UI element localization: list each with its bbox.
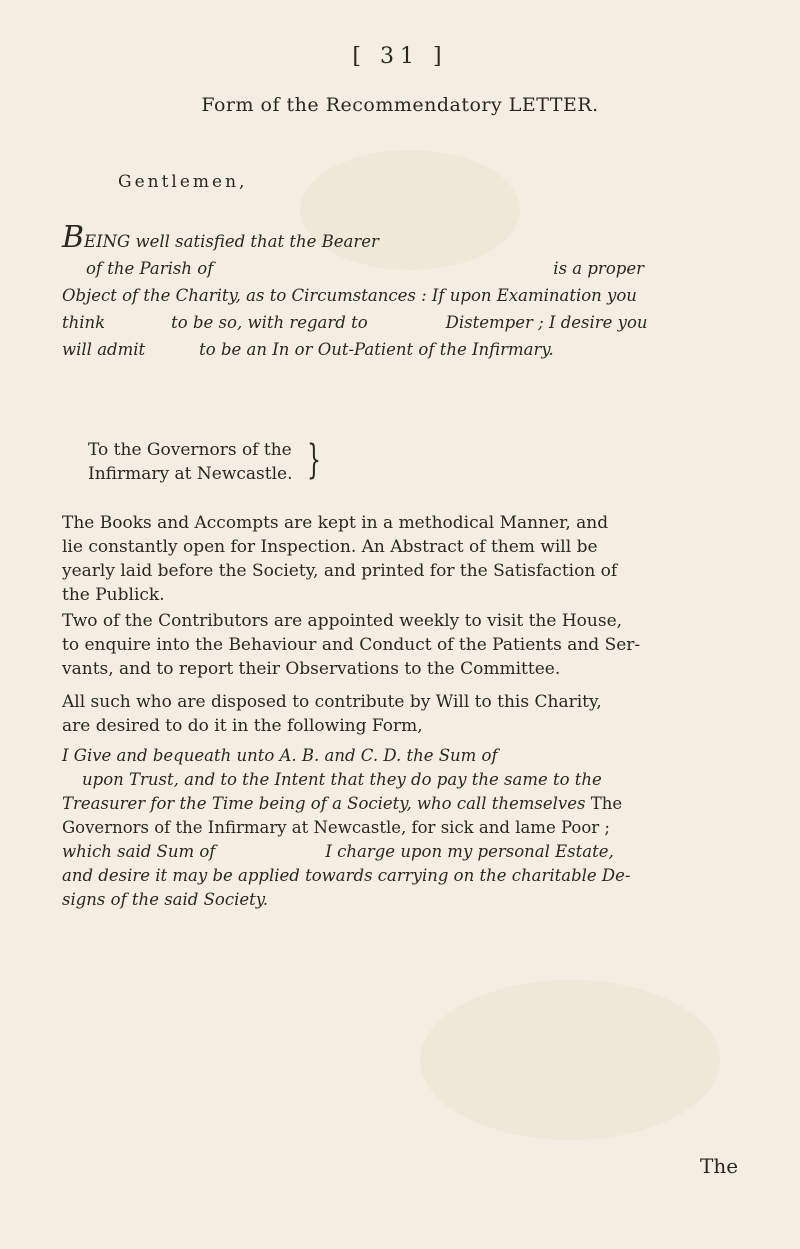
bequest-line: I Give and bequeath unto A. B. and C. D. the Sum of [62,746,498,765]
paper-stain [420,980,720,1140]
page-number: [ 31 ] [352,44,448,69]
bequest-line: and desire it may be applied towards carrying on the charitable De- [62,866,631,885]
text-line: to enquire into the Behaviour and Conduct of the Patients and Ser- [62,635,641,655]
letter-line: of the Parish of is a proper [86,259,644,278]
letter-line: Object of the Charity, as to Circumstances : If upon Examination you [62,286,637,305]
bequest-line: signs of the said Society. [62,890,269,909]
brace-symbol: } [307,437,321,483]
text-line: yearly laid before the Society, and printed for the Satisfaction of [62,561,618,581]
address-block [88,438,293,486]
text-line: Two of the Contributors are appointed weekly to visit the House, [62,611,623,631]
text-line: The Books and Accompts are kept in a methodical Manner, and [62,513,609,533]
letter-line: BEING well satisfied that the Bearer [62,220,379,255]
address-line: Infirmary at Newcastle. [88,464,293,484]
paragraph-will [62,690,766,738]
recommendatory-letter [62,220,762,363]
catchword: The [700,1154,739,1178]
page-title: Form of the Recommendatory LETTER. [201,94,599,116]
letter-line: will admit to be an In or Out-Patient of the Infirmary. [62,340,554,359]
bequest-line: Treasurer for the Time being of a Society, who call themselves The [62,794,623,813]
paragraph-books [62,511,766,607]
salutation: Gentlemen, [118,172,248,192]
address-line: To the Governors of the [88,440,292,460]
text-line: are desired to do it in the following Form, [62,716,423,736]
text-line: vants, and to report their Observations to the Committee. [62,659,561,679]
text-line: the Publick. [62,585,165,605]
bequest-line: Governors of the Infirmary at Newcastle, for sick and lame Poor ; [62,818,610,837]
text-line: lie constantly open for Inspection. An Abstract of them will be [62,537,598,557]
drop-cap: B [62,220,85,255]
text-line: All such who are disposed to contribute by Will to this Charity, [62,692,602,712]
bequest-line: which said Sum of I charge upon my personal Estate, [62,842,614,861]
paragraph-visitors [62,609,766,681]
bequest-form [62,744,772,912]
bequest-line: upon Trust, and to the Intent that they do pay the same to the [82,770,602,789]
letter-line: think to be so, with regard to Distemper ; I desire you [62,313,648,332]
